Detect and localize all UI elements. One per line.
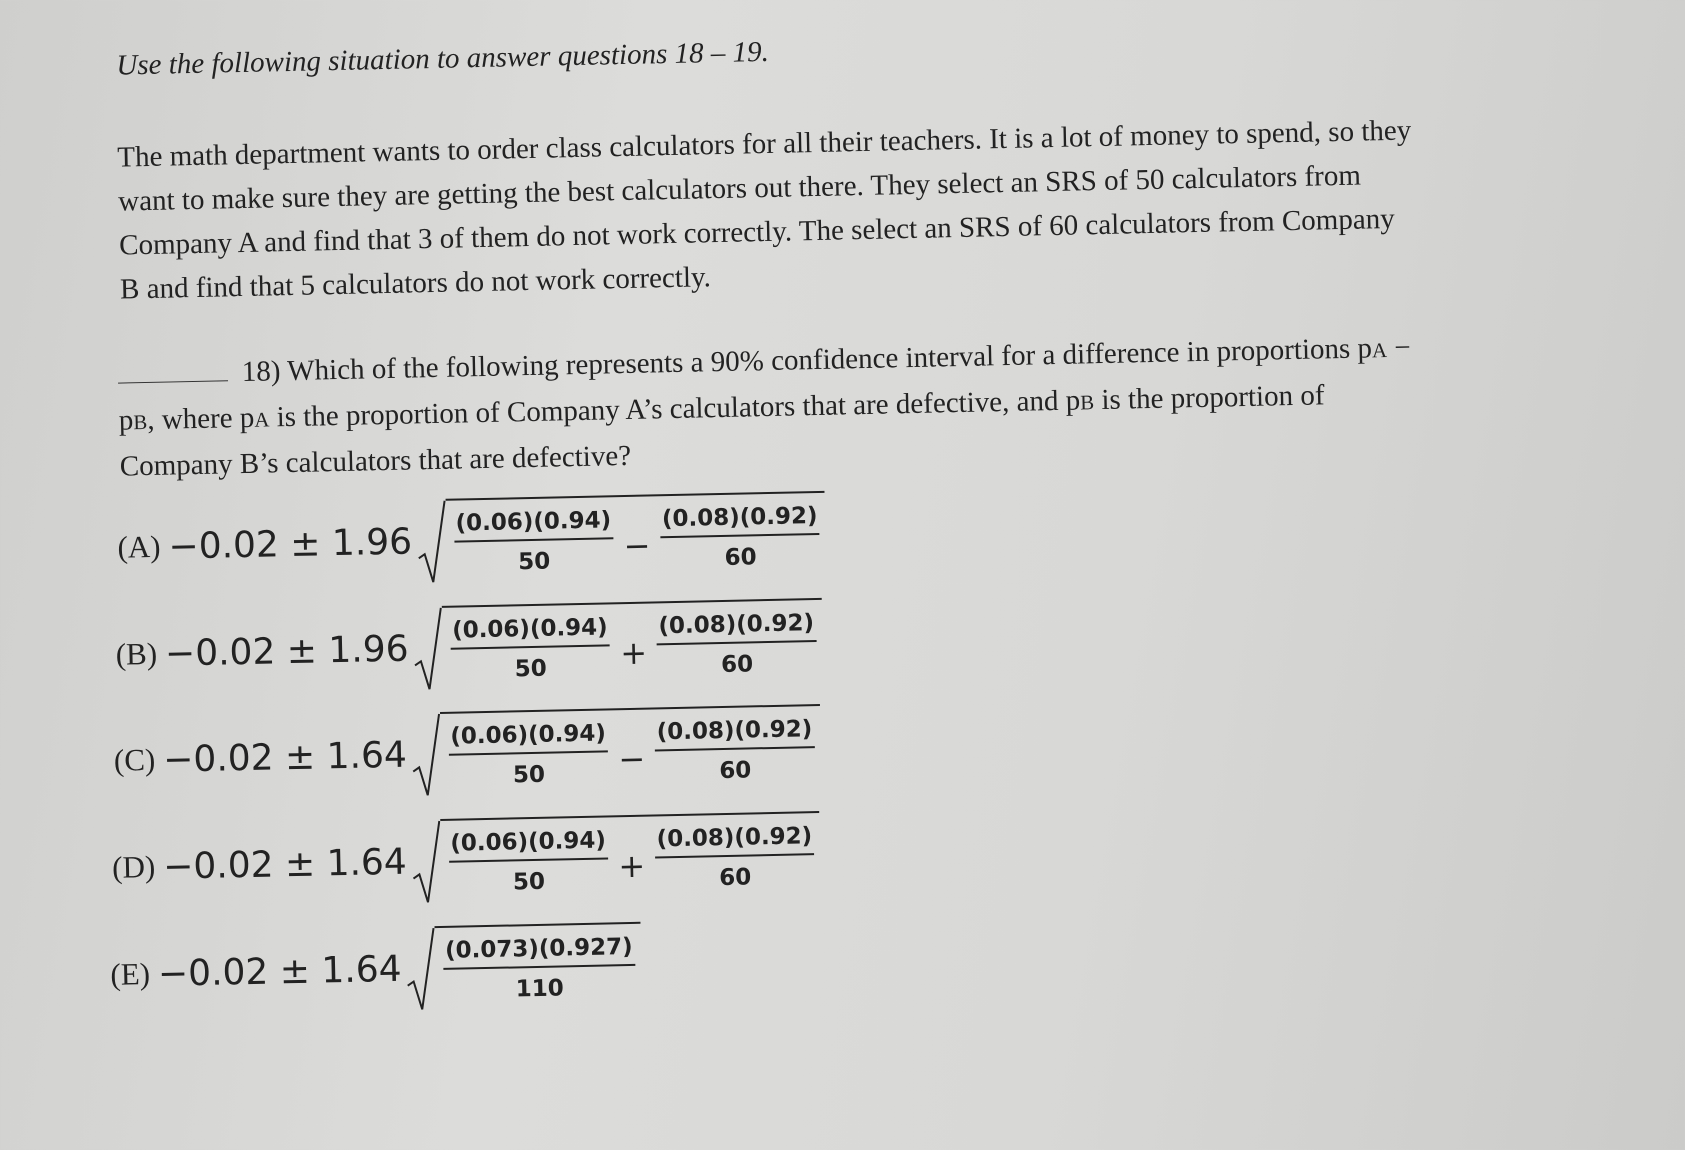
operator: − — [623, 526, 651, 566]
situation-paragraph — [117, 103, 1660, 311]
question-text: Which of the following represents a 90% confidence interval for a difference in proportions p — [286, 332, 1373, 388]
denominator: 60 — [720, 651, 754, 679]
question-number: 18) — [241, 355, 281, 389]
radicand — [440, 704, 822, 800]
answer-blank[interactable] — [118, 380, 228, 383]
answer-option[interactable] — [113, 701, 821, 806]
intro-instruction: Use the following situation to answer questions 18 – 19. — [116, 35, 770, 82]
radical-sign-icon — [415, 496, 447, 587]
question-18 — [117, 320, 1660, 488]
option-letter: (B) — [115, 635, 158, 672]
question-line-3: Company B’s calculators that are defective? — [119, 439, 632, 483]
denominator: 60 — [719, 757, 752, 785]
radical-sign-icon — [410, 816, 442, 907]
option-letter: (D) — [111, 848, 156, 885]
fraction — [650, 716, 819, 785]
situation-line: Company A and find that 3 of them do not work correctly. The select an SRS of 60 calculators from Company — [118, 202, 1395, 262]
situation-line: B and find that 5 calculators do not work correctly. — [119, 261, 712, 306]
radicand — [440, 811, 822, 907]
numerator: (0.08)(0.92) — [654, 716, 814, 751]
option-estimate: −0.02 ± 1.96 — [168, 520, 413, 568]
operator: + — [618, 846, 646, 886]
answer-option[interactable] — [115, 595, 823, 700]
fraction — [449, 507, 618, 576]
option-letter: (C) — [113, 741, 156, 778]
numerator: (0.08)(0.92) — [656, 610, 816, 645]
subscript: B — [1079, 390, 1095, 415]
denominator: 50 — [512, 868, 546, 896]
radical-sign-icon — [405, 923, 437, 1014]
question-text: is the proportion of — [1093, 379, 1325, 417]
radicand — [435, 922, 642, 1014]
answer-option[interactable] — [111, 808, 821, 913]
subscript: A — [1371, 338, 1388, 363]
radical-sign-icon — [410, 709, 442, 800]
option-letter: (E) — [110, 956, 151, 992]
subscript: A — [254, 407, 270, 432]
square-root — [410, 808, 822, 907]
option-estimate: −0.02 ± 1.96 — [164, 628, 409, 675]
operator: + — [619, 633, 648, 673]
denominator: 60 — [724, 544, 757, 571]
numerator: (0.073)(0.927) — [443, 934, 635, 970]
situation-line: want to make sure they are getting the best calculators out there. They select an SRS of 50 calculators from — [117, 159, 1362, 218]
answer-option[interactable] — [117, 488, 827, 593]
numerator: (0.06)(0.94) — [450, 614, 610, 649]
denominator: 50 — [517, 548, 551, 576]
square-root — [415, 488, 827, 587]
option-estimate: −0.02 ± 1.64 — [162, 734, 408, 781]
denominator: 110 — [515, 975, 565, 1003]
question-text: p — [118, 404, 134, 437]
denominator: 50 — [512, 761, 546, 789]
denominator: 50 — [514, 655, 548, 683]
fraction — [444, 720, 613, 789]
fraction — [439, 934, 640, 1004]
numerator: (0.06)(0.94) — [448, 720, 608, 755]
numerator: (0.08)(0.92) — [660, 503, 820, 538]
fraction — [656, 503, 825, 572]
radical-sign-icon — [412, 603, 444, 694]
numerator: (0.08)(0.92) — [654, 823, 814, 858]
fraction — [650, 823, 819, 892]
square-root — [405, 919, 642, 1014]
numerator: (0.06)(0.94) — [448, 827, 608, 862]
answer-option[interactable] — [109, 919, 641, 1020]
question-text: is the proportion of Company A’s calculators that are defective, and p — [269, 384, 1081, 434]
option-estimate: −0.02 ± 1.64 — [162, 841, 408, 888]
question-text: , where p — [146, 401, 255, 437]
fraction — [444, 827, 613, 896]
situation-line: The math department wants to order class calculators for all their teachers. It is a lot of money to spend, so they — [116, 114, 1412, 174]
square-root — [412, 595, 824, 694]
fraction — [652, 610, 821, 679]
option-letter: (A) — [117, 528, 161, 565]
subscript: B — [133, 410, 148, 435]
numerator: (0.06)(0.94) — [453, 507, 613, 542]
minus-sign: − — [1386, 331, 1411, 365]
radicand — [442, 598, 824, 694]
radicand — [445, 491, 827, 587]
fraction — [446, 614, 615, 683]
operator: − — [618, 739, 646, 779]
denominator: 60 — [718, 864, 752, 892]
option-estimate: −0.02 ± 1.64 — [157, 948, 402, 995]
square-root — [410, 701, 822, 800]
